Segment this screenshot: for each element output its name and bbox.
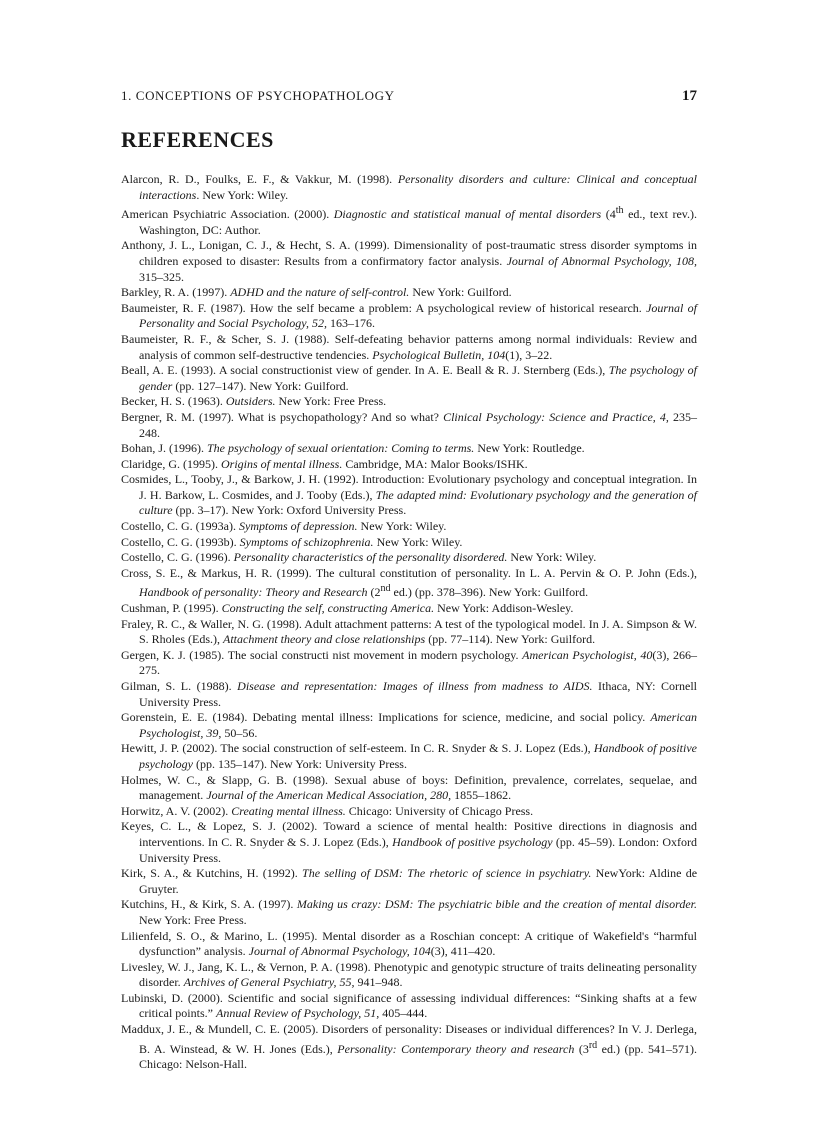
reference-entry xyxy=(121,897,697,928)
reference-entry xyxy=(121,535,697,551)
reference-entry xyxy=(121,566,697,601)
reference-segment: New York: Wiley. xyxy=(357,519,447,534)
reference-entry xyxy=(121,960,697,991)
reference-segment: ed.) (pp. 541–571). Chicago: Nelson-Hall. xyxy=(139,1041,697,1072)
reference-segment: New York: Wiley. xyxy=(507,550,597,565)
reference-entry xyxy=(121,441,697,457)
reference-italic-segment: Attachment theory and close relationships xyxy=(223,632,426,647)
reference-segment: 315–325. xyxy=(139,269,184,284)
reference-entry xyxy=(121,929,697,960)
reference-segment: Baumeister, R. F., & Scher, S. J. (1988). Self-defeating behavior patterns among normal individuals: Review and analysis of common self-destructive tendencies. xyxy=(121,331,697,362)
reference-italic-segment: Journal of Personality and Social Psychology, 52, xyxy=(139,300,697,331)
reference-segment: Cushman, P. (1995). xyxy=(121,601,222,616)
reference-segment: (pp. 77–114). New York: Guilford. xyxy=(425,632,596,647)
reference-entry xyxy=(121,172,697,203)
reference-entry xyxy=(121,410,697,441)
reference-segment: (pp. 127–147). New York: Guilford. xyxy=(172,378,349,393)
reference-segment: Barkley, R. A. (1997). xyxy=(121,285,231,300)
reference-italic-segment: Archives of General Psychiatry, 55, xyxy=(183,975,355,990)
reference-segment: Costello, C. G. (1996). xyxy=(121,550,234,565)
running-title: 1. CONCEPTIONS OF PSYCHOPATHOLOGY xyxy=(121,88,395,103)
reference-segment: (1), 3–22. xyxy=(505,347,553,362)
reference-segment: New York: Addison-Wesley. xyxy=(434,601,574,616)
reference-segment: New York: Routledge. xyxy=(474,441,585,456)
reference-entry xyxy=(121,363,697,394)
reference-italic-segment: Diagnostic and statistical manual of mental disorders xyxy=(333,207,602,222)
reference-segment: (3), 266–275. xyxy=(139,647,697,678)
reference-italic-segment: American Psychologist, 39, xyxy=(139,710,697,740)
reference-entry xyxy=(121,866,697,897)
reference-italic-segment: Journal of Abnormal Psychology, 108, xyxy=(506,253,697,268)
reference-entry xyxy=(121,804,697,820)
reference-segment: Beall, A. E. (1993). A social constructionist view of gender. In A. E. Beall & R. J. Sternberg (Eds.), xyxy=(121,363,609,378)
reference-segment: ed., text rev.). Washington, DC: Author. xyxy=(139,207,697,237)
reference-segment: New York: Free Press. xyxy=(275,394,387,409)
reference-segment: Keyes, C. L., & Lopez, S. J. (2002). Toward a science of mental health: Positive directions in diagnosis and interventions. In C. R. Snyder & S. J. Lopez (Eds.), xyxy=(121,819,697,849)
reference-segment: (3 xyxy=(574,1041,589,1056)
section-title: REFERENCES xyxy=(121,127,274,152)
reference-segment: Anthony, J. L., Lonigan, C. J., & Hecht, S. A. (1999). Dimensionality of post-traumatic stress disorder symptoms in children exposed to disaster: Results from a confirmatory factor analysis. xyxy=(121,238,697,268)
reference-italic-segment: The psychology of gender xyxy=(139,363,697,393)
reference-entry xyxy=(121,819,697,866)
reference-segment: Livesley, W. J., Jang, K. L., & Vernon, P. A. (1998). Phenotypic and genotypic structure of traits delineating personality disorder. xyxy=(121,959,697,990)
reference-italic-segment: The selling of DSM: The rhetoric of science in psychiatry. xyxy=(302,866,592,881)
reference-segment: Maddux, J. E., & Mundell, C. E. (2005). Disorders of personality: Diseases or individual differences? In V. J. Derlega, B. A. Winstead, & W. H. Jones (Eds.), xyxy=(121,1022,697,1056)
reference-segment: (pp. 3–17). New York: Oxford University Press. xyxy=(172,503,407,518)
reference-segment: NewYork: Aldine de Gruyter. xyxy=(139,866,698,896)
reference-entry xyxy=(121,679,697,710)
reference-italic-segment: Handbook of positive psychology xyxy=(139,741,698,771)
reference-segment: Kutchins, H., & Kirk, S. A. (1997). xyxy=(121,897,297,912)
reference-segment: Kirk, S. A., & Kutchins, H. (1992). xyxy=(121,866,303,881)
reference-italic-segment: Journal of Abnormal Psychology, 104 xyxy=(248,944,431,959)
reference-entry xyxy=(121,991,697,1022)
reference-entry xyxy=(121,472,697,519)
reference-segment: Costello, C. G. (1993b). xyxy=(121,534,240,549)
reference-entry xyxy=(121,710,697,741)
reference-entry xyxy=(121,332,697,363)
reference-segment: American Psychiatric Association. (2000). xyxy=(121,207,334,222)
reference-entry xyxy=(121,238,697,285)
reference-segment: Holmes, W. C., & Slapp, G. B. (1998). Sexual abuse of boys: Definition, prevalence, correlates, sequelae, and management. xyxy=(121,772,697,803)
reference-segment: Costello, C. G. (1993a). xyxy=(121,519,239,534)
reference-italic-segment: The adapted mind: Evolutionary psychology and the generation of culture xyxy=(139,487,698,518)
reference-segment: Lilienfeld, S. O., & Marino, L. (1995). Mental disorder as a Roschian concept: A critique of Wakefield's “harmful dysfunction” analysis. xyxy=(121,928,697,959)
reference-italic-segment: Personality disorders and culture: Clinical and conceptual interactions xyxy=(139,172,697,202)
reference-segment: 163–176. xyxy=(326,316,375,331)
reference-italic-segment: Handbook of positive psychology xyxy=(392,834,553,849)
reference-segment: Bohan, J. (1996). xyxy=(121,441,207,456)
reference-segment: Ithaca, NY: Cornell University Press. xyxy=(139,679,697,709)
reference-segment: ed.) (pp. 378–396). New York: Guilford. xyxy=(390,585,589,600)
reference-italic-segment: Creating mental illness. xyxy=(231,803,346,818)
reference-italic-segment: Annual Review of Psychology, 51, xyxy=(215,1006,380,1021)
reference-entry xyxy=(121,285,697,301)
reference-entry xyxy=(121,617,697,648)
reference-italic-segment: Handbook of personality: Theory and Research xyxy=(139,585,368,600)
reference-italic-segment: Origins of mental illness. xyxy=(220,456,343,471)
reference-entry xyxy=(121,741,697,772)
reference-italic-segment: Disease and representation: Images of illness from madness to AIDS. xyxy=(237,679,593,693)
reference-segment: New York: Free Press. xyxy=(139,912,247,927)
reference-segment: 941–948. xyxy=(354,975,403,990)
reference-italic-segment: Personality characteristics of the personality disordered. xyxy=(233,550,508,565)
reference-entry xyxy=(121,394,697,410)
reference-italic-segment: Symptoms of depression. xyxy=(239,519,358,534)
reference-italic-segment: American Psychologist, 40 xyxy=(522,647,653,662)
reference-italic-segment: Constructing the self, constructing America. xyxy=(221,601,435,616)
reference-segment: Gergen, K. J. (1985). The social constructi nist movement in modern psychology. xyxy=(121,647,523,662)
reference-segment: 1855–1862. xyxy=(451,788,512,803)
reference-entry xyxy=(121,457,697,473)
reference-entry xyxy=(121,550,697,566)
reference-segment: Bergner, R. M. (1997). What is psychopathology? And so what? xyxy=(121,409,444,424)
reference-segment: Cosmides, L., Tooby, J., & Barkow, J. H. (1992). Introduction: Evolutionary psychology and conceptual integration. In J. H. Barkow, L. Cosmides, and J. Tooby (Eds.), xyxy=(121,472,697,502)
reference-segment: (pp. 135–147). New York: University Press. xyxy=(192,756,407,771)
reference-italic-segment: Psychological Bulletin, 104 xyxy=(372,347,506,362)
reference-segment: nd xyxy=(380,583,391,595)
reference-entry xyxy=(121,601,697,617)
running-head xyxy=(121,88,697,105)
reference-segment: (pp. 45–59). London: Oxford University Press. xyxy=(139,834,697,865)
reference-segment: Cross, S. E., & Markus, H. R. (1999). The cultural constitution of personality. In L. A. Pervin & O. P. John (Eds.), xyxy=(121,565,697,580)
reference-segment: (4 xyxy=(601,207,616,222)
reference-list xyxy=(121,172,697,1073)
reference-italic-segment: Clinical Psychology: Science and Practice, 4, xyxy=(443,409,669,424)
reference-segment: New York: Guilford. xyxy=(409,285,512,300)
reference-segment: Lubinski, D. (2000). Scientific and social significance of assessing individual differences: “Sinking shafts at a few critical points.” xyxy=(121,990,697,1021)
reference-segment: 235–248. xyxy=(139,409,697,440)
reference-segment: Claridge, G. (1995). xyxy=(121,456,221,471)
reference-segment: Fraley, R. C., & Waller, N. G. (1998). Adult attachment patterns: A test of the typological model. In J. A. Simpson & W. S. Rholes (Eds.), xyxy=(121,616,697,647)
reference-entry xyxy=(121,203,697,238)
reference-segment: Horwitz, A. V. (2002). xyxy=(121,803,232,818)
reference-italic-segment: Journal of the American Medical Association, 280, xyxy=(206,788,452,803)
reference-segment: rd xyxy=(588,1039,598,1051)
reference-segment: Becker, H. S. (1963). xyxy=(121,394,226,409)
reference-segment: Gorenstein, E. E. (1984). Debating mental illness: Implications for science, medicine, and social policy. xyxy=(121,710,651,725)
reference-entry xyxy=(121,773,697,804)
reference-segment: (2 xyxy=(367,585,381,600)
reference-entry xyxy=(121,1022,697,1073)
reference-entry xyxy=(121,648,697,679)
page-number: 17 xyxy=(682,88,697,104)
reference-segment: Hewitt, J. P. (2002). The social construction of self-esteem. In C. R. Snyder & S. J. Lopez (Eds.), xyxy=(121,741,594,756)
reference-segment: 50–56. xyxy=(221,725,258,740)
reference-italic-segment: Outsiders. xyxy=(225,394,276,409)
reference-segment: Alarcon, R. D., Foulks, E. F., & Vakkur, M. (1998). xyxy=(121,172,398,186)
reference-entry xyxy=(121,519,697,535)
reference-segment: th xyxy=(615,205,624,217)
reference-segment: (3), 411–420. xyxy=(430,944,496,959)
reference-entry xyxy=(121,301,697,332)
reference-italic-segment: Personality: Contemporary theory and research xyxy=(337,1041,575,1056)
reference-italic-segment: Symptoms of schizophrenia. xyxy=(239,534,374,549)
reference-segment: Chicago: University of Chicago Press. xyxy=(345,803,534,818)
reference-segment: 405–444. xyxy=(379,1006,428,1021)
reference-segment: Cambridge, MA: Malor Books/ISHK. xyxy=(342,456,528,471)
reference-segment: Gilman, S. L. (1988). xyxy=(121,679,238,693)
reference-segment: Baumeister, R. F. (1987). How the self became a problem: A psychological review of historical research. xyxy=(121,300,647,315)
reference-italic-segment: ADHD and the nature of self-control. xyxy=(230,285,410,300)
reference-italic-segment: The psychology of sexual orientation: Coming to terms. xyxy=(207,441,475,456)
reference-segment: . New York: Wiley. xyxy=(196,187,289,202)
reference-segment: New York: Wiley. xyxy=(373,534,463,549)
reference-italic-segment: Making us crazy: DSM: The psychiatric bible and the creation of mental disorder. xyxy=(296,897,697,912)
